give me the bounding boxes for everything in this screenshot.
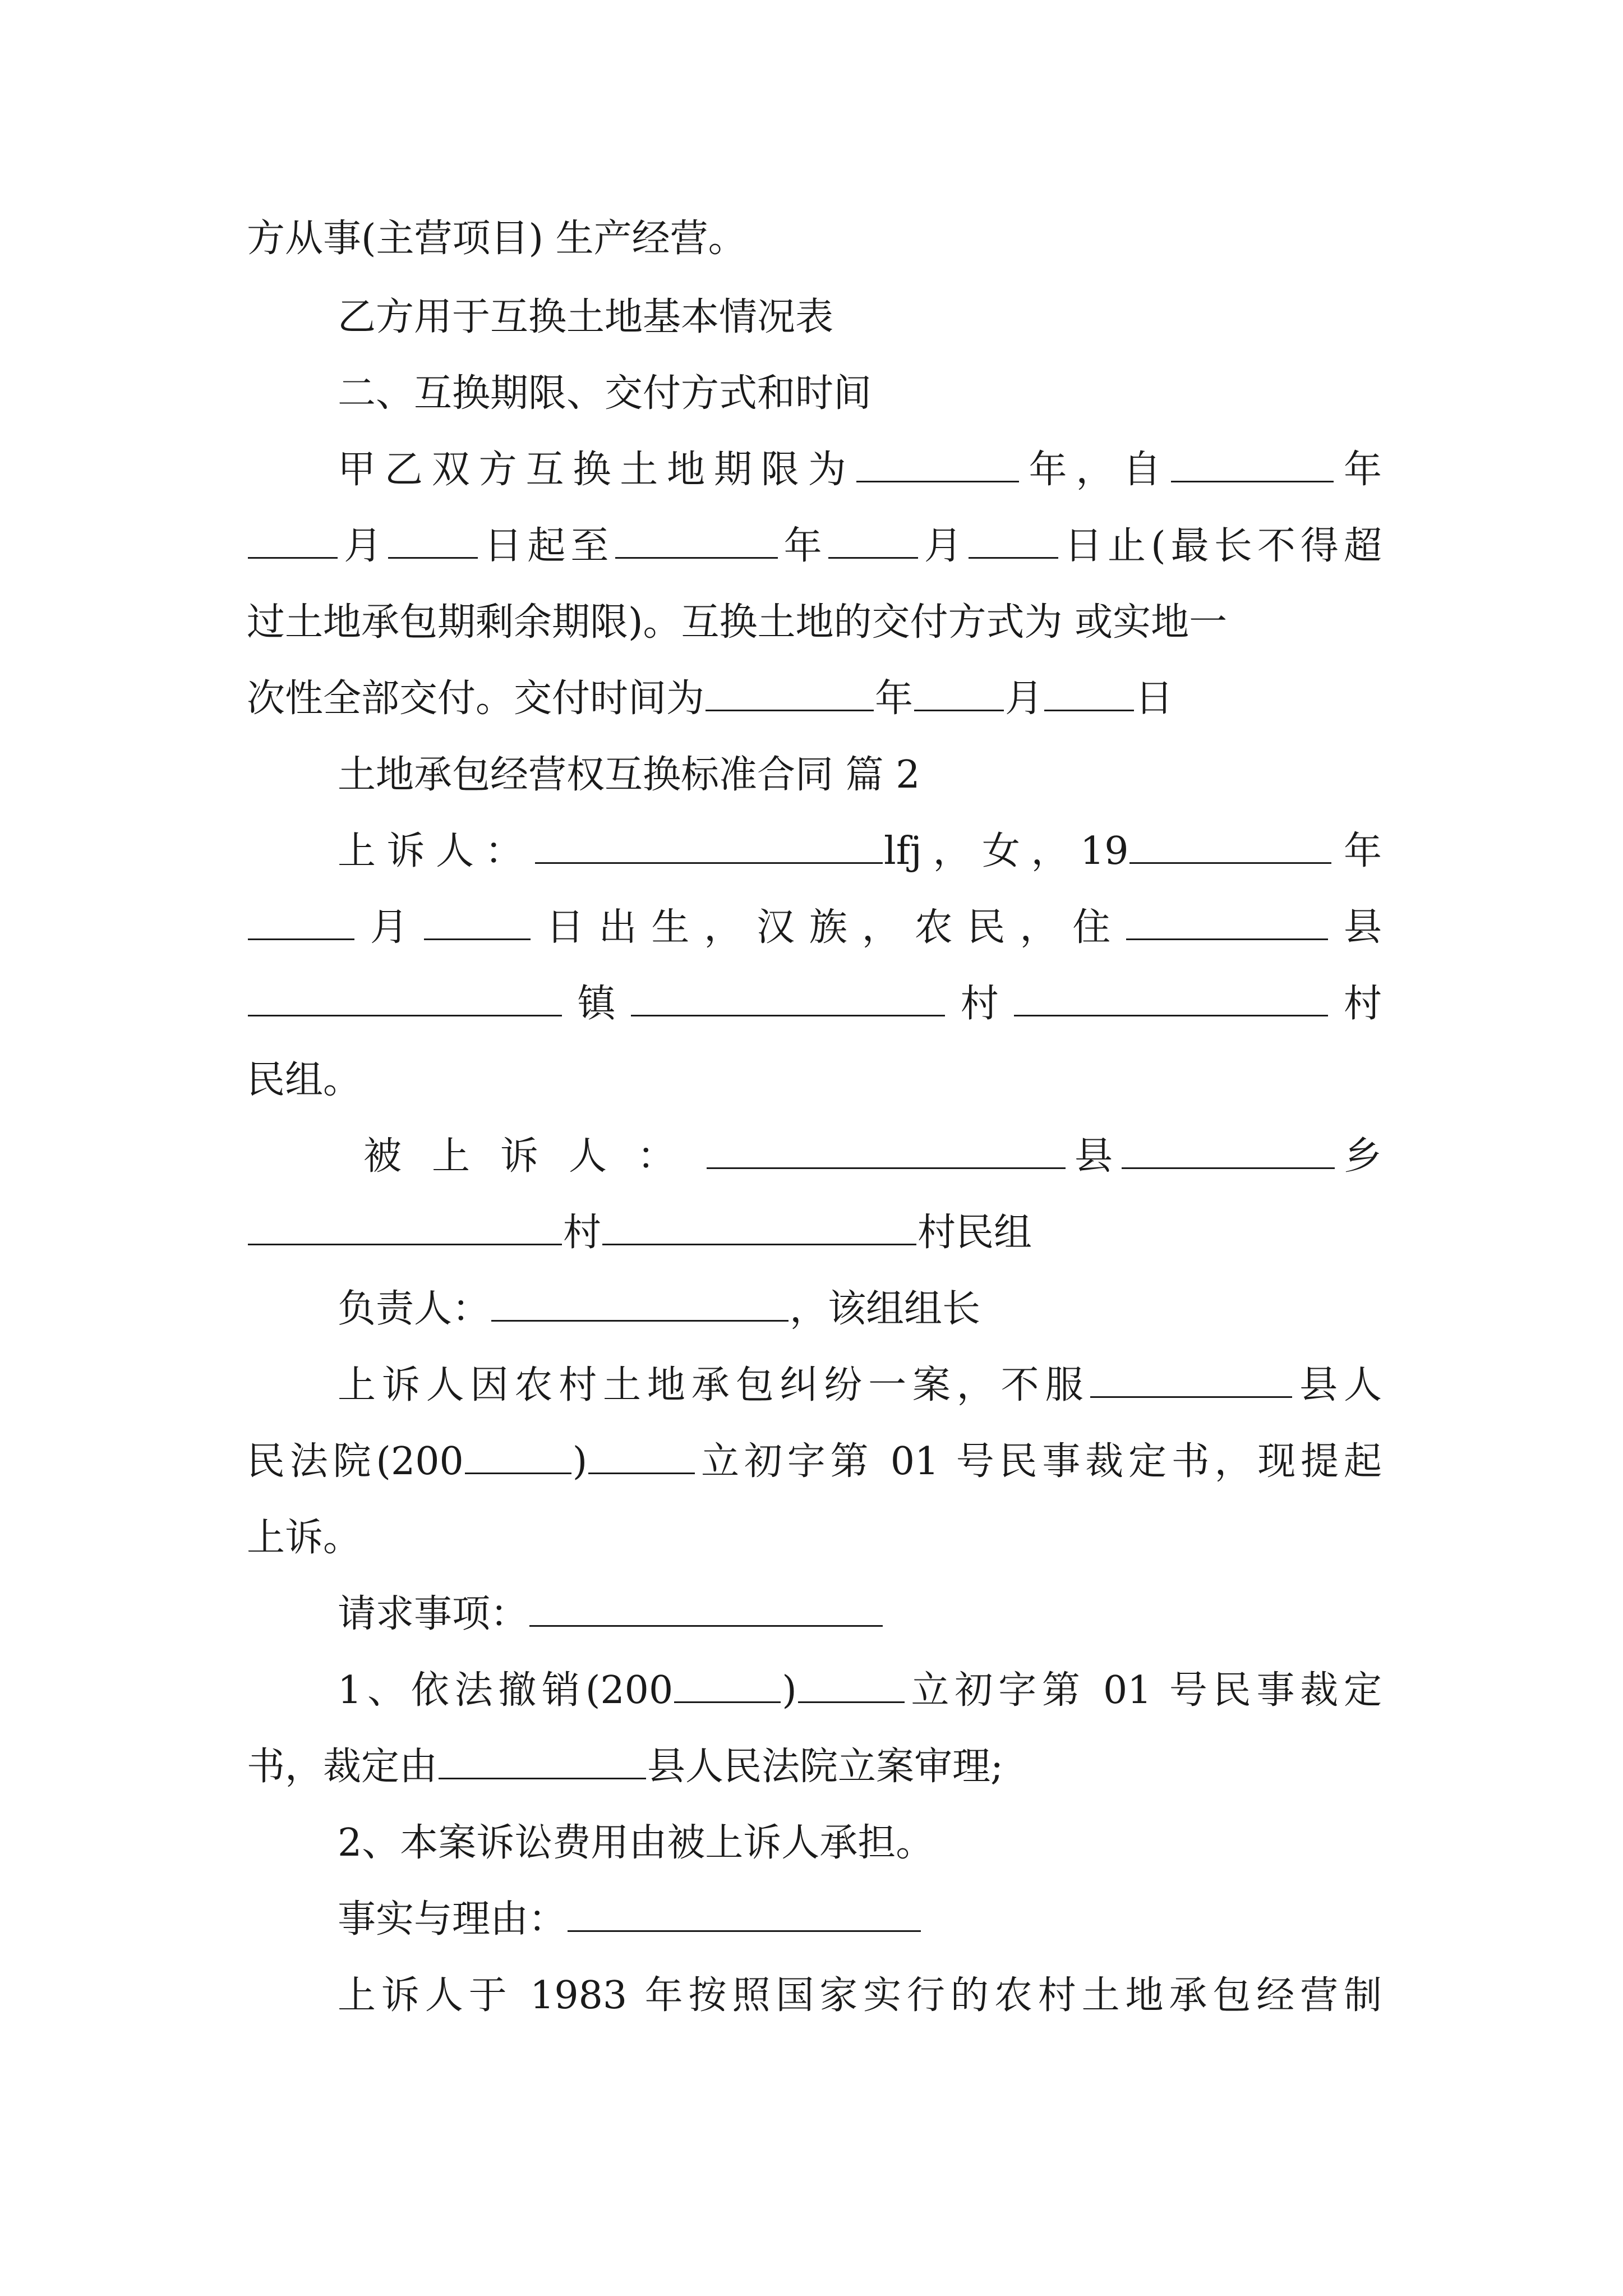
text-line [247,1516,1382,1561]
text-line [338,1821,1382,1866]
line-text: 书，裁定由 [247,1745,438,1789]
blank-field [1171,448,1334,482]
line-text: 日起至 [479,524,614,568]
text-line [247,1745,1382,1789]
blank-field [1090,1364,1292,1398]
blank-field [529,1593,883,1627]
line-text: 乡 [1335,1134,1382,1179]
blank-field [248,982,562,1016]
line-text: 次性全部交付。交付时间为 [247,677,705,721]
line-text: 日出生，汉族，农民，住 [531,905,1126,950]
blank-field [969,524,1058,559]
blank-field [465,1440,571,1474]
blank-field [535,830,883,864]
line-text: 年，自 [1020,448,1170,492]
text-line [247,1211,1382,1255]
line-text: 乙方用于互换土地基本情况表 [338,295,834,339]
line-text: 月 [1005,677,1044,721]
line-text: 上诉人于 1983 年按照国家实行的农村土地承包经营制 [338,1973,1382,2018]
line-text: 村 [1329,982,1382,1026]
line-text: 二、互换期限、交付方式和时间 [338,371,872,416]
line-text: 上诉人： [338,829,534,873]
line-text: 土地承包经营权互换标准合同 篇 2 [338,753,920,797]
section-heading [338,753,1382,798]
text-line [338,829,1382,874]
text-line [338,1363,1382,1408]
blank-field [1044,677,1134,711]
text-line [247,600,1382,645]
text-line [338,1287,1382,1332]
line-text: 1、依法撤销(200 [338,1668,674,1713]
blank-field [914,677,1004,711]
line-text: 镇 [563,982,630,1026]
blank-field [828,524,918,559]
blank-field [491,1287,789,1322]
line-text: 甲乙双方互换土地期限为 [338,448,855,492]
blank-field [602,1211,916,1245]
blank-field [1122,1135,1335,1169]
line-text: 日止(最长不得超 [1059,524,1382,568]
blank-field [388,524,478,559]
line-text: 月 [339,524,388,568]
blank-field [1126,906,1328,940]
blank-field [568,1898,921,1932]
text-line [247,677,1382,721]
line-text: 年 [1335,448,1382,492]
text-line [247,524,1382,569]
line-text: ) [782,1668,797,1713]
line-text: 年 [875,677,914,721]
line-text: 民组。 [247,1058,362,1102]
line-text: 事实与理由： [338,1897,567,1941]
line-text: 村民组 [917,1211,1032,1255]
text-line [247,1058,1382,1103]
text-line [247,1439,1382,1484]
blank-field [248,906,354,940]
line-text: 上诉。 [247,1516,362,1560]
blank-field [248,524,338,559]
blank-field [706,677,874,711]
line-text: 村 [946,982,1013,1026]
line-text: 民法院(200 [247,1439,464,1484]
line-text: 日 [1135,677,1174,721]
line-text: 县人 [1293,1363,1382,1407]
section-heading [338,371,1382,416]
section-heading [338,1592,1382,1637]
text-line [363,1134,1382,1179]
blank-field [674,1669,781,1703]
text-line [247,905,1382,950]
blank-field [1129,830,1331,864]
blank-field [631,982,945,1016]
line-text: 上诉人因农村土地承包纠纷一案，不服 [338,1363,1090,1407]
section-heading [338,1897,1382,1942]
blank-field [1014,982,1328,1016]
line-text: ，该组组长 [790,1287,981,1331]
line-text: 立初字第 01 号民事裁定 [905,1668,1382,1713]
text-line [338,1668,1382,1713]
text-line [247,217,1382,261]
line-text: 负责人： [338,1287,491,1331]
line-text: 县人民法院立案审理; [647,1745,1003,1789]
line-text: lfj，女，19 [883,829,1129,873]
line-text: 年 [1332,829,1382,873]
line-text: 请求事项： [338,1592,529,1636]
line-text: 立初字第 01 号民事裁定书，现提起 [696,1439,1382,1484]
line-text: ) [572,1439,588,1484]
text-line [338,295,1382,340]
line-text: 年 [778,524,827,568]
line-text: 县 [1066,1134,1121,1179]
blank-field [798,1669,905,1703]
line-text: 2、本案诉讼费用由被上诉人承担。 [338,1821,934,1865]
blank-field [439,1745,646,1779]
line-text: 月 [919,524,967,568]
blank-field [615,524,778,559]
line-text: 方从事(主营项目) 生产经营。 [247,217,746,261]
text-line [338,1973,1382,2018]
line-text: 村 [563,1211,602,1255]
text-line [247,982,1382,1027]
blank-field [856,448,1019,482]
text-line [338,448,1382,493]
line-text: 被上诉人： [363,1134,706,1179]
blank-field [248,1211,562,1245]
blank-field [707,1135,1066,1169]
line-text: 过土地承包期剩余期限)。互换土地的交付方式为 或实地一 [247,600,1228,645]
line-text: 月 [356,905,423,950]
blank-field [588,1440,695,1474]
blank-field [424,906,531,940]
line-text: 县 [1329,905,1382,950]
